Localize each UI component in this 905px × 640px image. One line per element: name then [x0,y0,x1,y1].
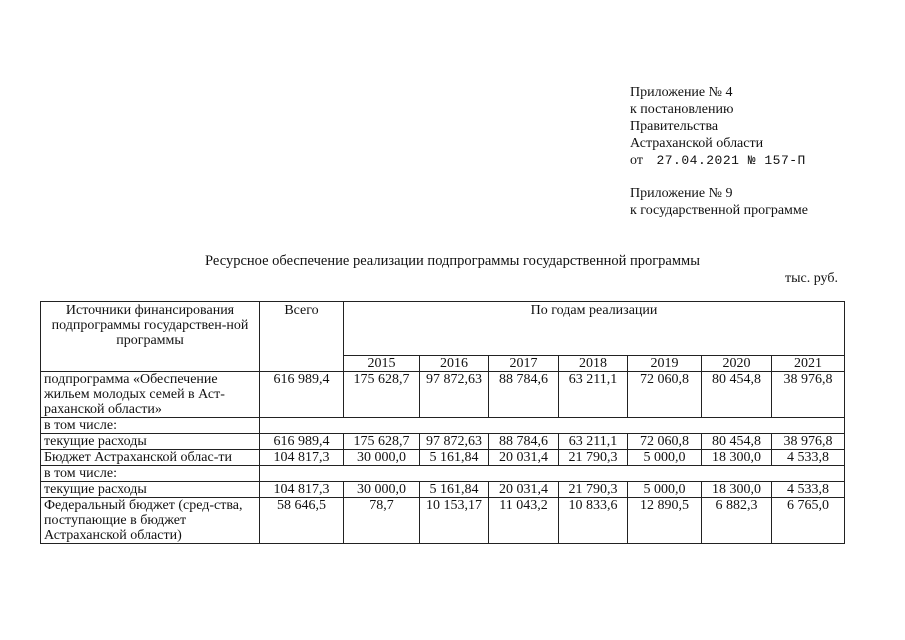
empty-cell [260,418,344,434]
row-year-value: 4 533,8 [772,450,845,466]
empty-cell [260,466,344,482]
row-year-value: 175 628,7 [344,372,420,418]
row-year-value: 97 872,63 [420,434,489,450]
row-year-value: 5 000,0 [628,482,702,498]
resource-table [40,301,845,544]
date-prefix: от [630,153,643,168]
empty-cell [420,418,489,434]
row-total: 616 989,4 [260,372,344,418]
row-year-value: 4 533,8 [772,482,845,498]
row-year-value: 38 976,8 [772,434,845,450]
row-year-value: 175 628,7 [344,434,420,450]
row-label: текущие расходы [41,434,260,450]
empty-cell [489,418,559,434]
header-year: 2015 [344,356,420,372]
row-label: в том числе: [41,466,260,482]
header-source: Источники финансирования подпрограммы государствен-ной программы [41,302,260,372]
empty-cell [628,466,702,482]
row-year-value: 63 211,1 [559,434,628,450]
row-year-value: 18 300,0 [702,450,772,466]
row-year-value: 20 031,4 [489,482,559,498]
table-row [41,434,845,450]
header-years-group: По годам реализации [344,302,845,356]
appendix-4-title: Приложение № 4 [630,85,733,100]
table-row [41,450,845,466]
appendix-4-line3: Правительства [630,119,719,134]
table-row [41,418,845,434]
row-year-value: 78,7 [344,498,420,544]
empty-cell [702,418,772,434]
table-row [41,466,845,482]
row-year-value: 72 060,8 [628,434,702,450]
table-row [41,482,845,498]
empty-cell [772,466,845,482]
empty-cell [559,466,628,482]
empty-cell [772,418,845,434]
row-label: в том числе: [41,418,260,434]
empty-cell [344,466,420,482]
row-year-value: 80 454,8 [702,434,772,450]
document-title: Ресурсное обеспечение реализации подпрограммы государственной программы [205,253,700,269]
row-year-value: 18 300,0 [702,482,772,498]
row-year-value: 5 161,84 [420,482,489,498]
header-year: 2020 [702,356,772,372]
appendix-9-block [630,185,808,219]
header-year: 2017 [489,356,559,372]
row-year-value: 10 153,17 [420,498,489,544]
row-year-value: 10 833,6 [559,498,628,544]
row-year-value: 80 454,8 [702,372,772,418]
row-year-value: 6 765,0 [772,498,845,544]
row-year-value: 12 890,5 [628,498,702,544]
row-year-value: 38 976,8 [772,372,845,418]
empty-cell [489,466,559,482]
row-label: Бюджет Астраханской облас-ти [41,450,260,466]
row-year-value: 30 000,0 [344,450,420,466]
empty-cell [420,466,489,482]
appendix-9-title: Приложение № 9 [630,186,733,201]
row-year-value: 11 043,2 [489,498,559,544]
row-label: текущие расходы [41,482,260,498]
header-year: 2021 [772,356,845,372]
row-label: подпрограмма «Обеспечение жильем молодых семей в Аст-раханской области» [41,372,260,418]
row-year-value: 63 211,1 [559,372,628,418]
table-row [41,372,845,418]
appendix-4-line2: к постановлению [630,102,734,117]
row-total: 58 646,5 [260,498,344,544]
header-total: Всего [260,302,344,372]
row-year-value: 21 790,3 [559,450,628,466]
units-label: тыс. руб. [785,271,838,286]
empty-cell [559,418,628,434]
appendix-9-line2: к государственной программе [630,203,808,218]
row-year-value: 21 790,3 [559,482,628,498]
row-year-value: 20 031,4 [489,450,559,466]
row-total: 104 817,3 [260,482,344,498]
row-year-value: 30 000,0 [344,482,420,498]
empty-cell [628,418,702,434]
row-year-value: 5 000,0 [628,450,702,466]
appendix-4-block [630,84,806,169]
row-year-value: 88 784,6 [489,372,559,418]
row-label: Федеральный бюджет (сред-ства, поступающие в бюджет Астраханской области) [41,498,260,544]
row-year-value: 5 161,84 [420,450,489,466]
appendix-4-line4: Астраханской области [630,136,764,151]
date-typed: 27.04.2021 № 157-П [656,153,806,168]
row-year-value: 6 882,3 [702,498,772,544]
header-year: 2016 [420,356,489,372]
row-total: 616 989,4 [260,434,344,450]
row-year-value: 97 872,63 [420,372,489,418]
header-year: 2019 [628,356,702,372]
appendix-4-date-line [630,152,806,169]
row-year-value: 88 784,6 [489,434,559,450]
table-row [41,498,845,544]
row-year-value: 72 060,8 [628,372,702,418]
header-year: 2018 [559,356,628,372]
empty-cell [344,418,420,434]
empty-cell [702,466,772,482]
row-total: 104 817,3 [260,450,344,466]
